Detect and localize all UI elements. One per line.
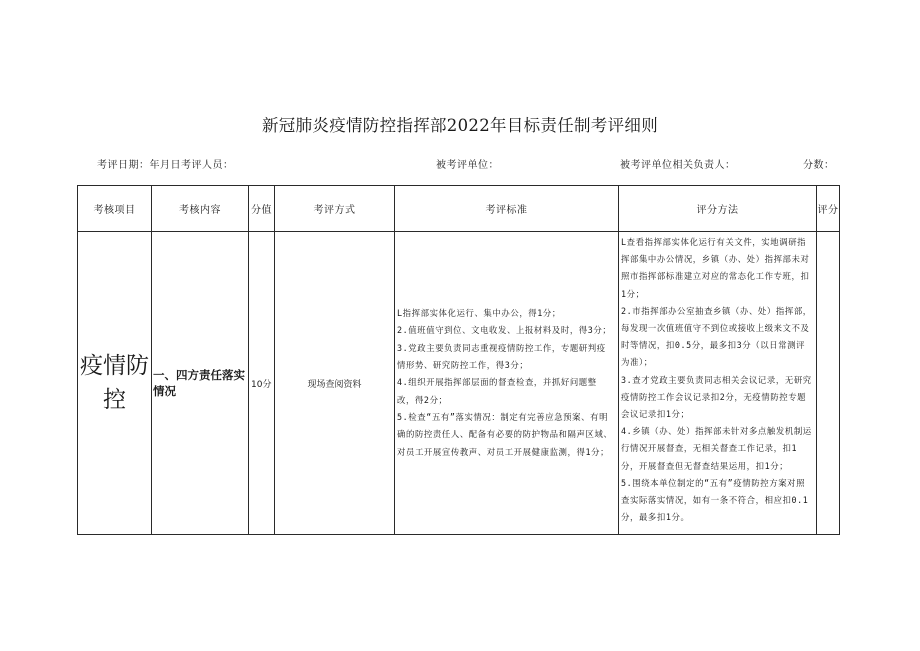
method-text: 现场查阅资料 xyxy=(307,379,362,390)
standard-item: 4.组织开展指挥部层面的督查检查，并抓好问题整改，得2分； xyxy=(397,377,597,405)
header-rating: 评分 xyxy=(817,186,840,232)
standard-item: 2.值班值守到位、文电收发、上报材料及时，得3分； xyxy=(397,325,612,336)
score-text: 10分 xyxy=(251,379,272,390)
table-row xyxy=(78,232,840,535)
cell-standards xyxy=(395,232,619,535)
meta-responsible-person: 被考评单位相关负责人： xyxy=(620,160,736,171)
standard-item: 3.党政主要负责同志重视疫情防控工作，专题研判疫情形势、研究防控工作，得3分； xyxy=(397,342,606,371)
header-content: 考核内容 xyxy=(152,186,249,232)
meta-date-assessor: 考评日期：年月日考评人员： xyxy=(97,160,234,171)
header-scoring-method: 评分方法 xyxy=(619,186,817,232)
standard-item: L指挥部实体化运行、集中办公，得1分； xyxy=(397,308,561,319)
meta-score: 分数： xyxy=(803,160,835,171)
cell-rating[interactable] xyxy=(817,232,840,535)
header-method: 考评方式 xyxy=(275,186,395,232)
scoring-item: L查看指挥部实体化运行有关文件，实地调研指挥部集中办公情况，乡镇（办、处）指挥部未对照市指挥部标准建立对应的常态化工作专班，扣1分； xyxy=(621,237,810,299)
scoring-item: 4.乡镇（办、处）指挥部未针对多点触发机制运行情况开展督查，无相关督查工作记录，扣1分，开展督查但无督查结果运用，扣1分； xyxy=(621,426,812,471)
table-header-row xyxy=(78,186,840,232)
assessment-table xyxy=(77,185,840,535)
cell-item xyxy=(78,232,152,535)
header-item: 考核项目 xyxy=(78,186,152,232)
header-standard: 考评标准 xyxy=(395,186,619,232)
content-text: 一、四方责任落实情况 xyxy=(153,368,245,398)
document-title: 新冠肺炎疫情防控指挥部2022年目标责任制考评细则 xyxy=(262,116,658,135)
meta-assessed-unit: 被考评单位： xyxy=(436,160,499,171)
cell-method xyxy=(275,232,395,535)
header-score: 分值 xyxy=(249,186,275,232)
item-text: 疫情防控 xyxy=(80,353,149,413)
cell-content xyxy=(152,232,249,535)
cell-scoring-method xyxy=(619,232,817,535)
scoring-item: 3.查才党政主要负责同志相关会议记录，无研究疫情防控工作会议记录扣2分，无疫情防控专题会议记录扣1分； xyxy=(621,374,812,420)
scoring-item: 5.围绕本单位制定的“五有”疫情防控方案对照查实际落实情况，如有一条不符合，相应扣0.1分，最多扣1分。 xyxy=(621,477,809,523)
standard-item: 5.检查“五有”落实情况：制定有完善应急预案、有明确的防控责任人、配备有必要的防护物品和隔声区域、对员工开展宣传教声、对员工开展健康监测，得1分； xyxy=(397,411,613,457)
cell-score xyxy=(249,232,275,535)
scoring-item: 2.市指挥部办公室抽查乡镇（办、处）指挥部，每发现一次值班值守不到位或接收上级来文不及时等情况，扣0.5分，最多扣3分（以日常测评为准）； xyxy=(621,305,812,368)
